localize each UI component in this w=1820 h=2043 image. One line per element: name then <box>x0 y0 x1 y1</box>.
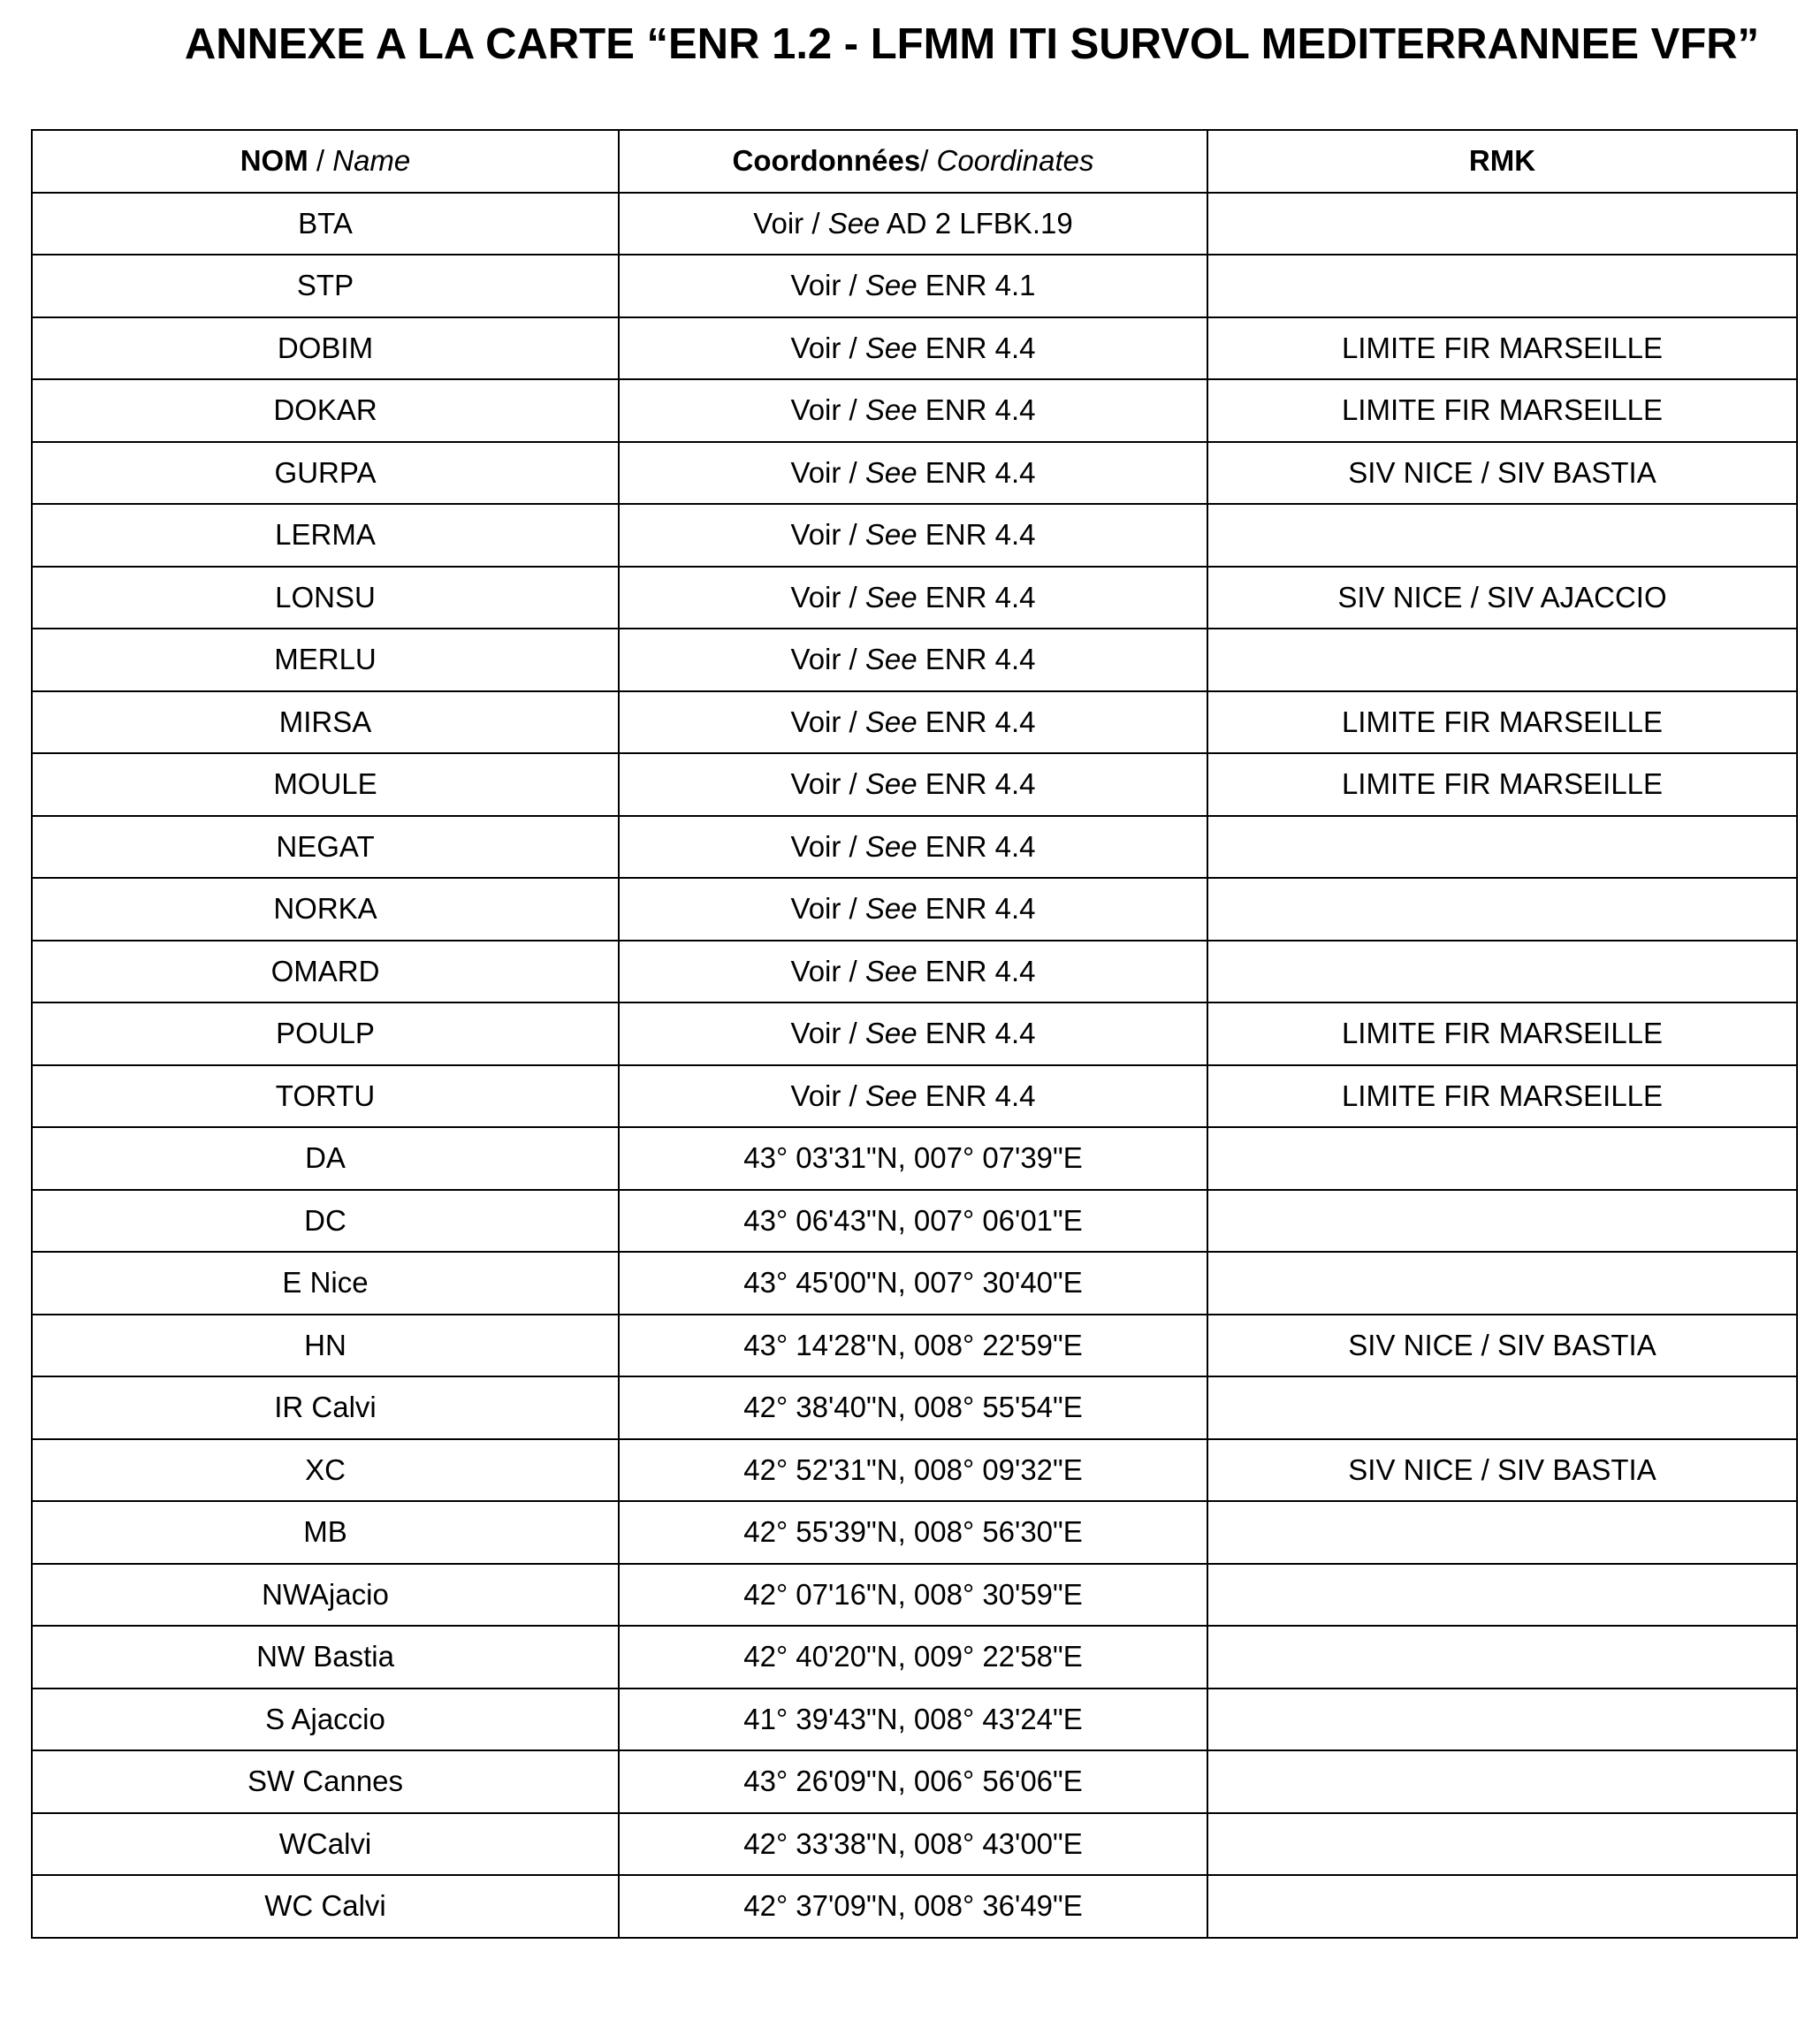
table-row <box>32 753 1797 816</box>
reference-see: See <box>864 643 918 676</box>
waypoint-coordinates <box>619 317 1207 380</box>
waypoint-remark: LIMITE FIR MARSEILLE <box>1207 691 1797 754</box>
column-header-coord-fr: Coordonnées <box>732 144 921 178</box>
waypoint-coordinates <box>619 753 1207 816</box>
table-row <box>32 379 1797 442</box>
waypoint-name: NORKA <box>32 878 619 941</box>
reference-document: ENR 4.4 <box>917 393 1036 427</box>
waypoint-name: MB <box>32 1501 619 1564</box>
waypoint-name: MOULE <box>32 753 619 816</box>
table-row <box>32 816 1797 879</box>
waypoint-coordinates: 42° 52'31"N, 008° 09'32"E <box>619 1439 1207 1502</box>
waypoint-coordinates: 42° 38'40"N, 008° 55'54"E <box>619 1376 1207 1439</box>
table-row <box>32 317 1797 380</box>
waypoint-name: GURPA <box>32 442 619 505</box>
reference-document: ENR 4.4 <box>917 580 1036 614</box>
waypoint-remark <box>1207 504 1797 567</box>
table-row <box>32 1002 1797 1065</box>
reference-voir: Voir <box>790 892 841 926</box>
reference-document: ENR 4.4 <box>917 331 1036 364</box>
column-header-name-en: Name <box>332 144 411 178</box>
waypoint-remark <box>1207 629 1797 691</box>
waypoint-remark <box>1207 1750 1797 1813</box>
table-row <box>32 878 1797 941</box>
waypoint-remark: SIV NICE / SIV BASTIA <box>1207 442 1797 505</box>
column-header-rmk-label: RMK <box>1468 144 1536 178</box>
reference-voir: Voir <box>790 1017 841 1050</box>
waypoint-name: STP <box>32 255 619 317</box>
waypoint-name: MERLU <box>32 629 619 691</box>
waypoint-name: DOBIM <box>32 317 619 380</box>
table-row <box>32 1065 1797 1128</box>
waypoint-coordinates: 43° 06'43"N, 007° 06'01"E <box>619 1190 1207 1253</box>
reference-see: See <box>864 954 918 987</box>
waypoint-coordinates <box>619 504 1207 567</box>
waypoint-remark: LIMITE FIR MARSEILLE <box>1207 379 1797 442</box>
waypoint-coordinates: 43° 26'09"N, 006° 56'06"E <box>619 1750 1207 1813</box>
table-row <box>32 1315 1797 1377</box>
reference-see: See <box>864 705 918 738</box>
reference-separator: / <box>841 580 865 614</box>
table-row <box>32 1439 1797 1502</box>
table-row <box>32 567 1797 629</box>
waypoint-coordinates: 42° 37'09"N, 008° 36'49"E <box>619 1875 1207 1938</box>
table-row <box>32 504 1797 567</box>
reference-document: ENR 4.1 <box>917 269 1036 302</box>
reference-separator: / <box>841 829 865 863</box>
reference-see: See <box>864 767 918 801</box>
waypoint-coordinates <box>619 816 1207 879</box>
table-row <box>32 1626 1797 1689</box>
waypoint-remark <box>1207 193 1797 255</box>
waypoint-remark: LIMITE FIR MARSEILLE <box>1207 317 1797 380</box>
reference-see: See <box>864 518 918 552</box>
reference-separator: / <box>841 1017 865 1050</box>
reference-see: See <box>864 393 918 427</box>
reference-separator: / <box>841 269 865 302</box>
waypoint-remark <box>1207 1875 1797 1938</box>
reference-document: ENR 4.4 <box>917 643 1036 676</box>
waypoint-name: WC Calvi <box>32 1875 619 1938</box>
column-header-coordinates <box>619 130 1207 193</box>
table-row <box>32 1190 1797 1253</box>
waypoint-coordinates <box>619 442 1207 505</box>
waypoint-coordinates <box>619 878 1207 941</box>
reference-see: See <box>864 455 918 489</box>
waypoint-coordinates: 42° 07'16"N, 008° 30'59"E <box>619 1564 1207 1627</box>
waypoint-name: OMARD <box>32 941 619 1003</box>
table-row <box>32 255 1797 317</box>
reference-separator: / <box>841 455 865 489</box>
waypoint-remark <box>1207 1190 1797 1253</box>
reference-separator: / <box>841 705 865 738</box>
waypoint-name: HN <box>32 1315 619 1377</box>
reference-see: See <box>864 829 918 863</box>
column-header-name <box>32 130 619 193</box>
waypoint-name: E Nice <box>32 1252 619 1315</box>
table-row <box>32 691 1797 754</box>
waypoint-name: TORTU <box>32 1065 619 1128</box>
table-row <box>32 1875 1797 1938</box>
reference-see: See <box>864 331 918 364</box>
waypoint-remark <box>1207 941 1797 1003</box>
waypoint-remark <box>1207 878 1797 941</box>
waypoint-remark <box>1207 1252 1797 1315</box>
reference-separator: / <box>841 518 865 552</box>
waypoint-coordinates: 43° 03'31"N, 007° 07'39"E <box>619 1127 1207 1190</box>
table-body <box>32 193 1797 1938</box>
waypoint-remark <box>1207 1626 1797 1689</box>
waypoint-coordinates <box>619 193 1207 255</box>
table-row <box>32 1127 1797 1190</box>
waypoint-name: MIRSA <box>32 691 619 754</box>
waypoint-name: NWAjacio <box>32 1564 619 1627</box>
waypoint-coordinates <box>619 379 1207 442</box>
waypoint-remark: SIV NICE / SIV BASTIA <box>1207 1439 1797 1502</box>
reference-document: ENR 4.4 <box>917 892 1036 926</box>
reference-separator: / <box>841 954 865 987</box>
reference-separator: / <box>841 331 865 364</box>
reference-voir: Voir <box>790 1079 841 1112</box>
reference-see: See <box>864 580 918 614</box>
reference-document: ENR 4.4 <box>917 1079 1036 1112</box>
reference-voir: Voir <box>790 954 841 987</box>
column-header-name-fr: NOM <box>240 144 308 178</box>
waypoint-remark <box>1207 255 1797 317</box>
waypoint-remark <box>1207 1376 1797 1439</box>
reference-voir: Voir <box>790 331 841 364</box>
waypoint-table <box>31 129 1798 1939</box>
waypoint-name: POULP <box>32 1002 619 1065</box>
reference-voir: Voir <box>790 829 841 863</box>
waypoint-coordinates: 43° 14'28"N, 008° 22'59"E <box>619 1315 1207 1377</box>
waypoint-name: DC <box>32 1190 619 1253</box>
reference-voir: Voir <box>790 455 841 489</box>
reference-document: AD 2 LFBK.19 <box>880 206 1073 240</box>
waypoint-name: SW Cannes <box>32 1750 619 1813</box>
table-row <box>32 1564 1797 1627</box>
waypoint-remark: LIMITE FIR MARSEILLE <box>1207 1065 1797 1128</box>
reference-voir: Voir <box>790 705 841 738</box>
reference-separator: / <box>841 393 865 427</box>
table-row <box>32 1376 1797 1439</box>
waypoint-remark <box>1207 1564 1797 1627</box>
reference-separator: / <box>841 1079 865 1112</box>
waypoint-coordinates <box>619 691 1207 754</box>
reference-voir: Voir <box>790 518 841 552</box>
waypoint-coordinates: 42° 33'38"N, 008° 43'00"E <box>619 1813 1207 1876</box>
table-row <box>32 941 1797 1003</box>
waypoint-remark <box>1207 816 1797 879</box>
table-row <box>32 629 1797 691</box>
reference-document: ENR 4.4 <box>917 829 1036 863</box>
waypoint-name: NEGAT <box>32 816 619 879</box>
table-row <box>32 442 1797 505</box>
waypoint-coordinates <box>619 941 1207 1003</box>
table-row <box>32 193 1797 255</box>
reference-see: See <box>864 892 918 926</box>
table-row <box>32 1750 1797 1813</box>
reference-see: See <box>864 269 918 302</box>
reference-document: ENR 4.4 <box>917 705 1036 738</box>
reference-separator: / <box>841 892 865 926</box>
waypoint-coordinates <box>619 1002 1207 1065</box>
reference-document: ENR 4.4 <box>917 518 1036 552</box>
waypoint-remark: SIV NICE / SIV AJACCIO <box>1207 567 1797 629</box>
waypoint-name: WCalvi <box>32 1813 619 1876</box>
waypoint-coordinates: 43° 45'00"N, 007° 30'40"E <box>619 1252 1207 1315</box>
waypoint-remark <box>1207 1501 1797 1564</box>
reference-separator: / <box>803 206 828 240</box>
waypoint-name: LONSU <box>32 567 619 629</box>
waypoint-remark <box>1207 1689 1797 1751</box>
waypoint-coordinates: 42° 40'20"N, 009° 22'58"E <box>619 1626 1207 1689</box>
reference-document: ENR 4.4 <box>917 954 1036 987</box>
column-header-name-sep: / <box>308 144 333 178</box>
waypoint-remark <box>1207 1127 1797 1190</box>
waypoint-name: NW Bastia <box>32 1626 619 1689</box>
waypoint-name: S Ajaccio <box>32 1689 619 1751</box>
reference-document: ENR 4.4 <box>917 767 1036 801</box>
waypoint-name: LERMA <box>32 504 619 567</box>
table-header-row <box>32 130 1797 193</box>
waypoint-coordinates <box>619 255 1207 317</box>
column-header-coord-sep: / <box>920 144 937 178</box>
reference-separator: / <box>841 643 865 676</box>
reference-see: See <box>864 1017 918 1050</box>
waypoint-name: DOKAR <box>32 379 619 442</box>
page-title: ANNEXE A LA CARTE “ENR 1.2 - LFMM ITI SURVOL MEDITERRANNEE VFR” <box>184 20 1760 68</box>
reference-voir: Voir <box>790 393 841 427</box>
waypoint-remark <box>1207 1813 1797 1876</box>
reference-separator: / <box>841 767 865 801</box>
waypoint-remark: LIMITE FIR MARSEILLE <box>1207 1002 1797 1065</box>
waypoint-name: DA <box>32 1127 619 1190</box>
table-row <box>32 1689 1797 1751</box>
column-header-coord-en: Coordinates <box>936 144 1094 178</box>
reference-see: See <box>827 206 880 240</box>
table-row <box>32 1813 1797 1876</box>
column-header-rmk <box>1207 130 1797 193</box>
table-row <box>32 1252 1797 1315</box>
reference-voir: Voir <box>790 580 841 614</box>
reference-voir: Voir <box>790 767 841 801</box>
waypoint-name: BTA <box>32 193 619 255</box>
waypoint-coordinates <box>619 629 1207 691</box>
reference-document: ENR 4.4 <box>917 1017 1036 1050</box>
waypoint-coordinates <box>619 567 1207 629</box>
waypoint-remark: SIV NICE / SIV BASTIA <box>1207 1315 1797 1377</box>
waypoint-coordinates: 41° 39'43"N, 008° 43'24"E <box>619 1689 1207 1751</box>
reference-document: ENR 4.4 <box>917 455 1036 489</box>
reference-voir: Voir <box>753 206 804 240</box>
reference-see: See <box>864 1079 918 1112</box>
reference-voir: Voir <box>790 643 841 676</box>
table-row <box>32 1501 1797 1564</box>
reference-voir: Voir <box>790 269 841 302</box>
waypoint-name: XC <box>32 1439 619 1502</box>
waypoint-remark: LIMITE FIR MARSEILLE <box>1207 753 1797 816</box>
waypoint-coordinates <box>619 1065 1207 1128</box>
waypoint-coordinates: 42° 55'39"N, 008° 56'30"E <box>619 1501 1207 1564</box>
waypoint-name: IR Calvi <box>32 1376 619 1439</box>
